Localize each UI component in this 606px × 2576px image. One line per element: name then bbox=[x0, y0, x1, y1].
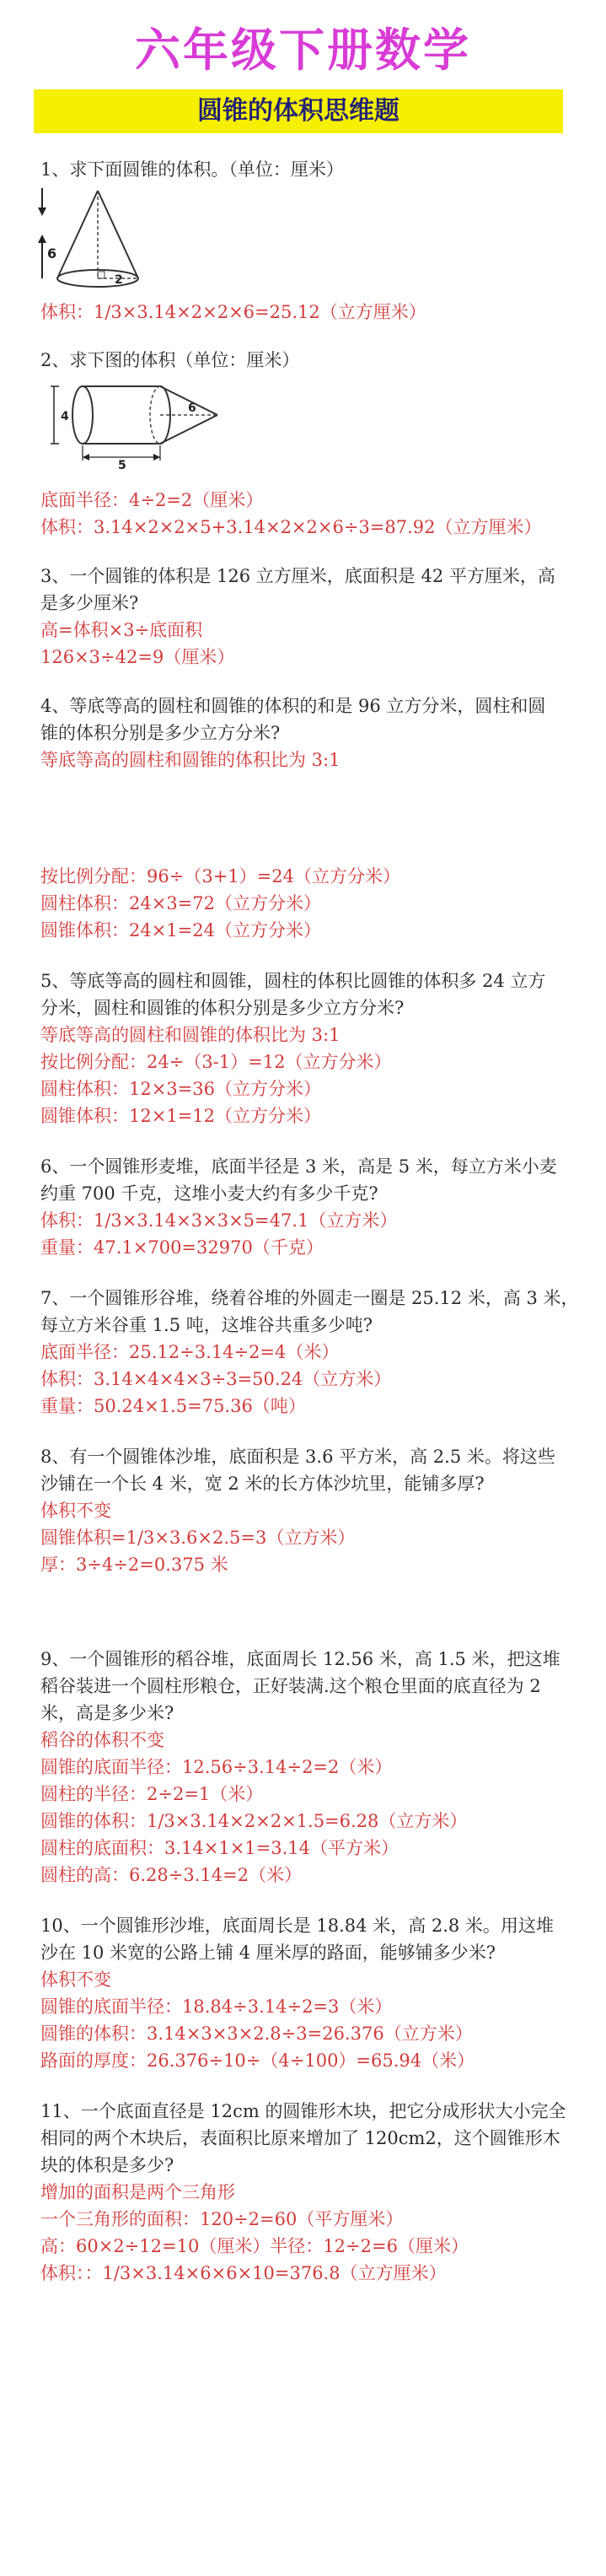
q6-answer-line2: 重量：47.1×700=32970（千克） bbox=[40, 1237, 324, 1258]
q4-question-line2: 锥的体积分别是多少立方分米? bbox=[40, 723, 281, 743]
cone-figure bbox=[37, 184, 180, 294]
q7-question-line1: 7、一个圆锥形谷堆，绕着谷堆的外圆走一圈是 25.12 米，高 3 米， bbox=[40, 1288, 579, 1308]
q11-answer-line2: 一个三角形的面积：120÷2=60（平方厘米） bbox=[40, 2209, 404, 2229]
q4-answer-line2: 按比例分配：96÷（3+1）=24（立方分米） bbox=[40, 866, 400, 887]
q2-question: 2、求下图的体积（单位：厘米） bbox=[40, 350, 300, 370]
q5-answer-line4: 圆锥体积：12×1=12（立方分米） bbox=[40, 1106, 321, 1126]
q9-question-line2: 稻谷装进一个圆柱形粮仓，正好装满.这个粮仓里面的底直径为 2 bbox=[40, 1676, 541, 1696]
q9-answer-line3: 圆柱的半径：2÷2=1（米） bbox=[40, 1784, 264, 1804]
q11-question-line3: 块的体积是多少? bbox=[40, 2155, 174, 2175]
q7-question-line2: 每立方米谷重 1.5 吨，这堆谷共重多少吨? bbox=[40, 1315, 373, 1335]
radius-label-2: 2 bbox=[115, 273, 123, 287]
q10-answer-line1: 体积不变 bbox=[40, 1970, 111, 1990]
cone-length-label-6: 6 bbox=[188, 401, 196, 415]
q6-question-line2: 约重 700 千克，这堆小麦大约有多少千克? bbox=[40, 1183, 378, 1204]
q9-question-line1: 9、一个圆锥形的稻谷堆，底面周长 12.56 米，高 1.5 米，把这堆 bbox=[40, 1649, 560, 1669]
q10-question-line1: 10、一个圆锥形沙堆，底面周长是 18.84 米，高 2.8 米。用这堆 bbox=[40, 1916, 554, 1936]
q5-answer-line2: 按比例分配：24÷（3-1）=12（立方分米） bbox=[40, 1052, 392, 1072]
q6-answer-line1: 体积：1/3×3.14×3×3×5=47.1（立方米） bbox=[40, 1210, 398, 1231]
q5-answer-line1: 等底等高的圆柱和圆锥的体积比为 3:1 bbox=[40, 1025, 341, 1045]
q2-answer-line2: 体积：3.14×2×2×5+3.14×2×2×6÷3=87.92（立方厘米） bbox=[40, 517, 542, 537]
q8-answer-line3: 厚：3÷4÷2=0.375 米 bbox=[40, 1555, 228, 1575]
q4-answer-line3: 圆柱体积：24×3=72（立方分米） bbox=[40, 893, 321, 913]
q3-question-line1: 3、一个圆锥的体积是 126 立方厘米，底面积是 42 平方厘米，高 bbox=[40, 566, 555, 586]
q8-question-line1: 8、有一个圆锥体沙堆，底面积是 3.6 平方米，高 2.5 米。将这些 bbox=[40, 1447, 555, 1467]
q11-question-line1: 11、一个底面直径是 12cm 的圆锥形木块，把它分成形状大小完全 bbox=[40, 2101, 566, 2121]
q4-answer-line1: 等底等高的圆柱和圆锥的体积比为 3:1 bbox=[40, 750, 341, 770]
q3-answer-line1: 高=体积×3÷底面积 bbox=[40, 620, 203, 640]
height-label-4: 4 bbox=[61, 410, 69, 423]
q8-answer-line1: 体积不变 bbox=[40, 1501, 111, 1521]
q7-answer-line1: 底面半径：25.12÷3.14÷2=4（米） bbox=[40, 1342, 340, 1362]
q3-question-line2: 是多少厘米? bbox=[40, 593, 139, 613]
q10-answer-line2: 圆锥的底面半径：18.84÷3.14÷2=3（米） bbox=[40, 1997, 393, 2017]
q9-answer-line2: 圆锥的底面半径：12.56÷3.14÷2=2（米） bbox=[40, 1757, 393, 1777]
q8-question-line2: 沙铺在一个长 4 米，宽 2 米的长方体沙坑里，能铺多厚? bbox=[40, 1474, 485, 1494]
q9-answer-line6: 圆柱的高：6.28÷3.14=2（米） bbox=[40, 1865, 303, 1885]
q2-answer-line1: 底面半径：4÷2=2（厘米） bbox=[40, 490, 264, 510]
q5-answer-line3: 圆柱体积：12×3=36（立方分米） bbox=[40, 1079, 321, 1099]
q11-answer-line3: 高：60×2÷12=10（厘米）半径：12÷2=6（厘米） bbox=[40, 2236, 469, 2256]
height-label-6: 6 bbox=[47, 245, 57, 261]
q10-answer-line3: 圆锥的体积：3.14×3×3×2.8÷3=26.376（立方米） bbox=[40, 2024, 473, 2044]
q9-answer-line5: 圆柱的底面积：3.14×1×1=3.14（平方米） bbox=[40, 1838, 400, 1858]
q11-answer-line1: 增加的面积是两个三角形 bbox=[40, 2182, 235, 2202]
q1-question: 1、求下面圆锥的体积。（单位：厘米） bbox=[40, 159, 344, 180]
q11-question-line2: 相同的两个木块后，表面积比原来增加了 120cm2，这个圆锥形木 bbox=[40, 2128, 560, 2148]
q9-answer-line4: 圆锥的体积：1/3×3.14×2×2×1.5=6.28（立方米） bbox=[40, 1811, 468, 1831]
q9-answer-line1: 稻谷的体积不变 bbox=[40, 1730, 164, 1750]
q11-answer-line4: 体积：：1/3×3.14×6×6×10=376.8（立方厘米） bbox=[40, 2263, 447, 2283]
page-title: 六年级下册数学 bbox=[135, 24, 471, 77]
q1-answer: 体积：1/3×3.14×2×2×6=25.12（立方厘米） bbox=[40, 302, 426, 322]
q6-question-line1: 6、一个圆锥形麦堆，底面半径是 3 米，高是 5 米，每立方米小麦 bbox=[40, 1156, 557, 1177]
q10-answer-line4: 路面的厚度：26.376÷10÷（4÷100）=65.94（米） bbox=[40, 2051, 475, 2071]
q9-question-line3: 米，高是多少米? bbox=[40, 1703, 174, 1723]
length-label-5: 5 bbox=[118, 459, 126, 469]
q7-answer-line3: 重量：50.24×1.5=75.36（吨） bbox=[40, 1396, 306, 1416]
q8-answer-line2: 圆锥体积=1/3×3.6×2.5=3（立方米） bbox=[40, 1528, 356, 1548]
q4-answer-line4: 圆锥体积：24×1=24（立方分米） bbox=[40, 920, 321, 940]
q5-question-line1: 5、等底等高的圆柱和圆锥，圆柱的体积比圆锥的体积多 24 立方 bbox=[40, 971, 546, 991]
q4-question-line1: 4、等底等高的圆柱和圆锥的体积的和是 96 立方分米，圆柱和圆 bbox=[40, 696, 546, 716]
q7-answer-line2: 体积：3.14×4×4×3÷3=50.24（立方米） bbox=[40, 1369, 392, 1389]
q5-question-line2: 分米，圆柱和圆锥的体积分别是多少立方分米? bbox=[40, 998, 405, 1018]
q3-answer-line2: 126×3÷42=9（厘米） bbox=[40, 647, 235, 667]
q10-question-line2: 沙在 10 米宽的公路上铺 4 厘米厚的路面，能够铺多少米? bbox=[40, 1943, 496, 1963]
cylinder-cone-figure bbox=[49, 378, 234, 469]
subtitle-banner: 圆锥的体积思维题 bbox=[34, 89, 563, 133]
